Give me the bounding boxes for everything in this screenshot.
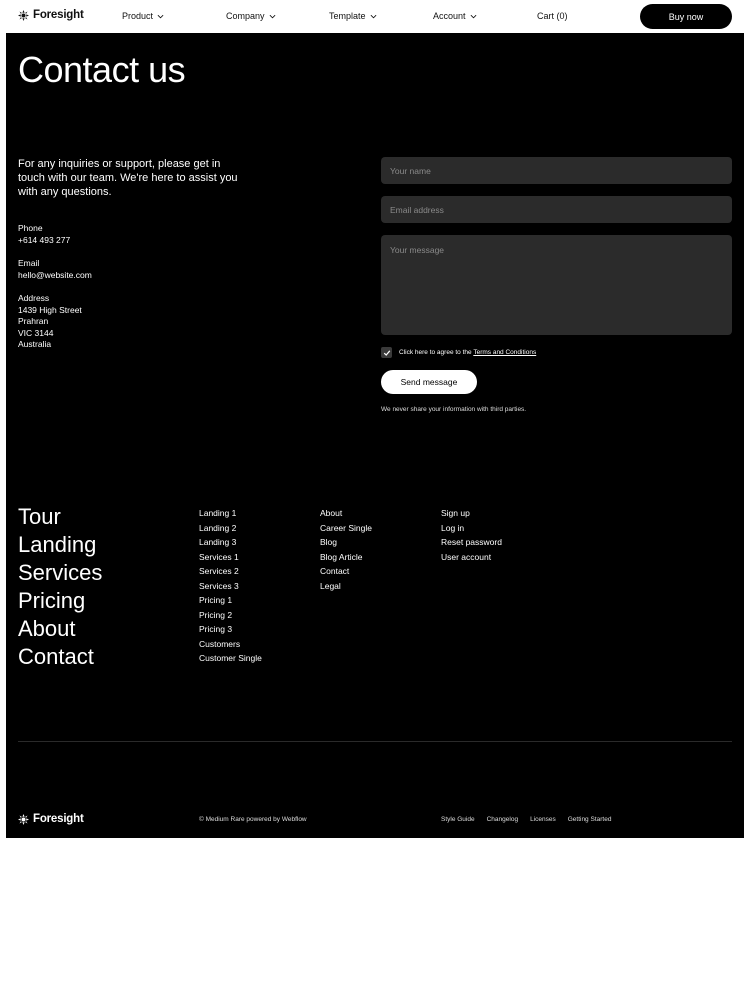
phone-value[interactable]: +614 493 277 — [18, 234, 71, 245]
address-line: 1439 High Street — [18, 304, 82, 315]
brand-name: Foresight — [33, 9, 84, 21]
address-line: Australia — [18, 339, 52, 349]
check-icon — [383, 349, 391, 357]
brand-logo[interactable] — [18, 9, 84, 21]
footer-link[interactable]: Log in — [441, 522, 465, 533]
chevron-down-icon — [157, 13, 164, 20]
footer-link[interactable]: Legal — [320, 580, 341, 591]
footer-bottom-link-style-guide[interactable]: Style Guide — [441, 816, 475, 823]
footer-link[interactable]: Customer Single — [199, 653, 262, 663]
footer-link[interactable]: Blog — [320, 537, 338, 547]
contact-form — [381, 157, 732, 413]
footer-link[interactable]: Sign up — [441, 508, 470, 518]
footer-bottom-links — [441, 816, 611, 823]
name-input[interactable] — [381, 157, 732, 184]
nav-template[interactable] — [329, 11, 377, 21]
footer-column-pages — [199, 506, 262, 666]
address-line: VIC 3144 — [18, 327, 54, 338]
email-value[interactable]: hello@website.com — [18, 269, 92, 280]
footer-column-company — [320, 506, 372, 593]
footer-bottom-link-getting-started[interactable]: Getting Started — [567, 816, 612, 823]
footer-primary-links — [18, 503, 102, 671]
terms-agreement — [381, 347, 732, 358]
footer-link-tour[interactable]: Tour — [18, 504, 61, 529]
nav-template-label: Template — [329, 11, 366, 21]
footer-link[interactable]: Services 3 — [199, 580, 239, 591]
footer-link[interactable]: Pricing 2 — [199, 609, 233, 620]
terms-checkbox[interactable] — [381, 347, 392, 358]
nav-product[interactable] — [122, 11, 164, 21]
foresight-logo-icon — [18, 10, 29, 21]
nav-cart[interactable] — [537, 11, 568, 21]
footer-link[interactable]: Pricing 1 — [199, 595, 233, 605]
footer-link[interactable]: Landing 3 — [199, 537, 237, 547]
footer-link-contact[interactable]: Contact — [18, 644, 94, 669]
phone-label: Phone — [18, 223, 43, 233]
nav-account[interactable] — [433, 11, 477, 21]
footer-brand-name: Foresight — [33, 813, 84, 825]
footer-bottom-link-licenses[interactable]: Licenses — [530, 816, 556, 823]
address-label: Address — [18, 293, 50, 303]
footer-link[interactable]: Services 2 — [199, 566, 239, 576]
footer-link-pricing[interactable]: Pricing — [18, 588, 86, 613]
email-input[interactable] — [381, 196, 732, 223]
email-label: Email — [18, 258, 40, 268]
nav-company-label: Company — [226, 11, 265, 21]
footer-link[interactable]: Reset password — [441, 537, 502, 547]
nav-account-label: Account — [433, 11, 466, 21]
footer-divider — [18, 741, 732, 742]
chevron-down-icon — [370, 13, 377, 20]
privacy-note: We never share your information with third parties. — [381, 406, 527, 413]
footer-column-account — [441, 506, 502, 564]
footer-link[interactable]: Contact — [320, 566, 350, 576]
footer-link[interactable]: User account — [441, 551, 492, 562]
footer-link[interactable]: Career Single — [320, 522, 372, 533]
footer-link[interactable]: Landing 1 — [199, 508, 237, 518]
address-line: Prahran — [18, 316, 49, 326]
nav-company[interactable] — [226, 11, 276, 21]
nav-cart-label: Cart (0) — [537, 11, 568, 21]
address-group — [18, 293, 92, 351]
footer-link[interactable]: Services 1 — [199, 551, 239, 562]
phone-group — [18, 223, 92, 246]
email-group — [18, 258, 92, 281]
footer-brand-logo[interactable] — [18, 813, 84, 825]
footer-link[interactable]: Customers — [199, 638, 241, 649]
contact-info — [18, 223, 92, 363]
agree-text: Click here to agree to the — [399, 349, 472, 356]
footer-bottom-link-changelog[interactable]: Changelog — [486, 816, 519, 823]
contact-page — [6, 33, 744, 838]
chevron-down-icon — [470, 13, 477, 20]
intro-text: For any inquiries or support, please get in touch with our team. We're here to assist you with any questions. — [18, 158, 238, 198]
footer-link-services[interactable]: Services — [18, 560, 103, 585]
foresight-logo-icon — [18, 814, 29, 825]
top-nav — [0, 0, 750, 33]
nav-product-label: Product — [122, 11, 154, 21]
message-input[interactable] — [381, 235, 732, 335]
page-title: Contact us — [18, 49, 186, 90]
send-message-button[interactable]: Send message — [381, 370, 477, 394]
footer-link[interactable]: Pricing 3 — [199, 624, 233, 634]
terms-link[interactable]: Terms and Conditions — [473, 349, 537, 356]
footer-link[interactable]: Landing 2 — [199, 522, 237, 533]
copyright-text: © Medium Rare powered by Webflow — [199, 816, 307, 823]
chevron-down-icon — [269, 13, 276, 20]
footer-link[interactable]: Blog Article — [320, 551, 363, 562]
footer-link-about[interactable]: About — [18, 616, 76, 641]
buy-now-button[interactable]: Buy now — [640, 4, 732, 29]
footer-link-landing[interactable]: Landing — [18, 532, 97, 557]
terms-text — [399, 349, 536, 356]
footer-link[interactable]: About — [320, 508, 343, 518]
